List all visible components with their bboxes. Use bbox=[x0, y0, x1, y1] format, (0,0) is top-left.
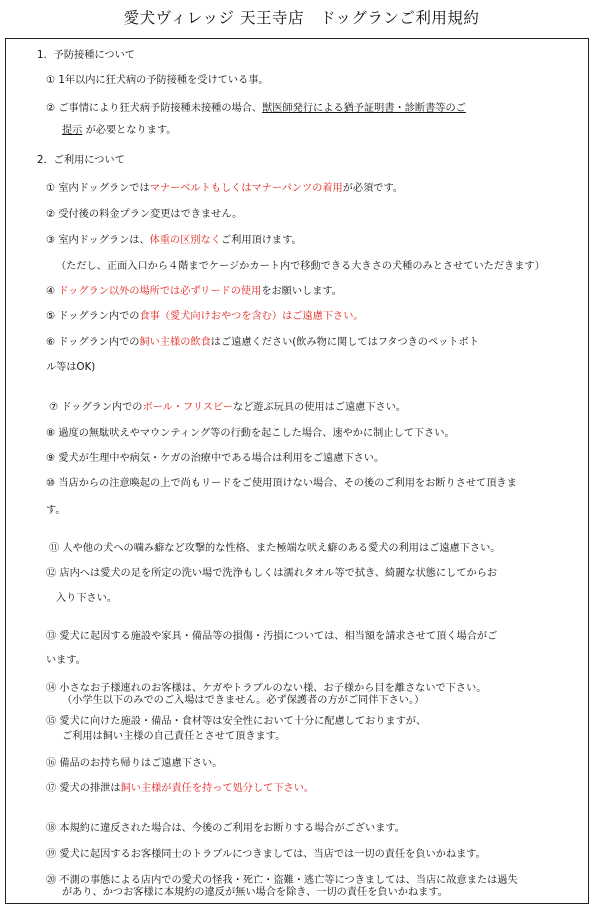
rule-text: ③ 室内ドッグランは、 bbox=[46, 235, 150, 246]
rule-text: をお願いします。 bbox=[261, 286, 342, 297]
rule-item bbox=[46, 848, 486, 861]
rule-text: ⑦ ドッグラン内での bbox=[49, 402, 143, 413]
rule-item bbox=[46, 310, 364, 323]
rule-item-continuation bbox=[56, 260, 545, 273]
rule-text: ⑨ 愛犬が生理中や病気・ケガの治療中である場合は利用をご遠慮下さい。 bbox=[46, 453, 385, 464]
rule-text: が必要となります。 bbox=[82, 125, 177, 136]
rule-text: ル等はOK) bbox=[46, 362, 96, 373]
rule-text: など遊ぶ玩具の使用はご遠慮下さい。 bbox=[232, 402, 407, 413]
rule-item-continuation bbox=[62, 694, 424, 707]
rule-text: ⑩ 当店からの注意喚起の上で尚もリードをご使用頂けない場合、その後のご利用をお断りさせて頂きま bbox=[46, 478, 517, 489]
rule-item bbox=[46, 285, 342, 298]
rule-text: ⑥ ドッグラン内での bbox=[46, 337, 140, 348]
rule-text: （小学生以下のみでのご入場はできません。必ず保護者の方がご同伴下さい。） bbox=[62, 695, 425, 706]
rule-text: はご遠慮ください(飲み物に関してはフタつきのペットボト bbox=[210, 337, 479, 348]
rule-text: （ただし、正面入口から４階までケージかカート内で移動できる大きさの犬種のみとさせていただきます） bbox=[56, 261, 545, 272]
rule-item-continuation bbox=[46, 361, 95, 374]
rule-text: ⑧ 過度の無駄吠えやマウンティング等の行動を起こした場合、速やかに制止して下さい。 bbox=[46, 428, 455, 439]
rule-text: います。 bbox=[46, 655, 86, 666]
section-heading: 2．ご利用について bbox=[37, 155, 125, 166]
rule-item-continuation bbox=[46, 504, 66, 517]
rule-item bbox=[49, 401, 406, 414]
rule-item-continuation bbox=[62, 886, 448, 899]
emphasis-text: 飼い主様が責任を持って処分して下さい。 bbox=[120, 783, 315, 794]
rule-item bbox=[46, 208, 242, 221]
rule-text: があり、かつお客様に本規約の違反が無い場合を除き、一切の責任を負いかねます。 bbox=[62, 887, 448, 898]
emphasis-text: ボール・フリスビー bbox=[142, 402, 233, 413]
emphasis-text: 飼い主様の飲食 bbox=[139, 337, 211, 348]
rule-item bbox=[46, 477, 517, 490]
rule-text: ① 1年以内に狂犬病の予防接種を受けている事。 bbox=[46, 75, 269, 86]
rule-text: ご利用は飼い主様の自己責任とさせて頂きます。 bbox=[62, 731, 286, 742]
rule-item-continuation bbox=[46, 654, 86, 667]
emphasis-text: ドッグラン以外の場所では必ずリードの使用 bbox=[58, 286, 262, 297]
rule-item bbox=[46, 822, 405, 835]
rule-item bbox=[46, 452, 384, 465]
rule-item bbox=[46, 782, 314, 795]
rule-item bbox=[49, 542, 500, 555]
rule-text: す。 bbox=[46, 505, 66, 516]
rule-text: ④ bbox=[46, 286, 59, 297]
rule-text: ⑲ 愛犬に起因するお客様同士のトラブルにつきましては、当店では一切の責任を負いかねます。 bbox=[46, 849, 486, 860]
rule-text: ⑪ 人や他の犬への噛み癖など攻撃的な性格、また極端な吠え癖のある愛犬の利用はご遠慮下さい。 bbox=[49, 543, 501, 554]
emphasis-text: 食事（愛犬向けおやつを含む）はご遠慮下さい。 bbox=[139, 311, 364, 322]
rule-text: ② 受付後の料金プラン変更はできません。 bbox=[46, 209, 243, 220]
page-title: 愛犬ヴィレッジ 天王寺店 ドッグランご利用規約 bbox=[123, 9, 480, 27]
rule-text: ⑯ 備品のお持ち帰りはご遠慮下さい。 bbox=[46, 758, 223, 769]
rule-text: ⑫ 店内へは愛犬の足を所定の洗い場で洗浄もしくは濡れタオル等で拭き、綺麗な状態にしてからお bbox=[46, 568, 498, 579]
rule-item bbox=[46, 715, 426, 728]
rule-item bbox=[46, 234, 302, 247]
rule-text: 獣医師発行による猶予証明書・診断書等のご bbox=[262, 103, 466, 114]
rule-text: ⑱ 本規約に違反された場合は、今後のご利用をお断りする場合がございます。 bbox=[46, 823, 405, 834]
rule-item-continuation bbox=[56, 592, 117, 605]
rule-item-continuation bbox=[62, 124, 176, 137]
rule-item bbox=[46, 567, 497, 580]
emphasis-text: マナーベルトもしくはマナーパンツの着用 bbox=[149, 183, 343, 194]
rule-item bbox=[46, 757, 222, 770]
rule-item bbox=[46, 182, 403, 195]
rule-text: 入り下さい。 bbox=[56, 593, 118, 604]
rule-text: ⑭ 小さなお子様連れのお客様は、ケガやトラブルのない様、お子様から目を離さないで下さい。 bbox=[46, 683, 487, 694]
rule-text: ⑤ ドッグラン内での bbox=[46, 311, 140, 322]
rule-text: 提示 bbox=[62, 125, 83, 136]
rule-item bbox=[46, 630, 497, 643]
rule-text: ⑰ 愛犬の排泄は bbox=[46, 783, 121, 794]
rule-text: ⑳ 不測の事態による店内での愛犬の怪我・死亡・盗難・逃亡等につきましては、当店に故意または過失 bbox=[46, 875, 518, 886]
rule-item bbox=[46, 427, 455, 440]
emphasis-text: 体重の区別なく bbox=[149, 235, 221, 246]
rule-text: ⑬ 愛犬に起因する施設や家具・備品等の損傷・汚損については、相当額を請求させて頂く場合がご bbox=[46, 631, 498, 642]
rule-item-continuation bbox=[62, 730, 285, 743]
rule-text: ご利用頂けます。 bbox=[220, 235, 302, 246]
rule-item bbox=[46, 102, 466, 115]
rule-text: ① 室内ドッグランでは bbox=[46, 183, 150, 194]
section-heading: 1．予防接種について bbox=[37, 50, 135, 61]
rule-item bbox=[46, 74, 269, 87]
rule-text: が必須です。 bbox=[342, 183, 404, 194]
rule-item bbox=[46, 336, 479, 349]
rule-text: ⑮ 愛犬に向けた施設・備品・食材等は安全性において十分に配慮しておりますが、 bbox=[46, 716, 427, 727]
rule-text: ② ご事情により狂犬病予防接種未接種の場合、 bbox=[46, 103, 263, 114]
rules-frame bbox=[5, 38, 589, 904]
